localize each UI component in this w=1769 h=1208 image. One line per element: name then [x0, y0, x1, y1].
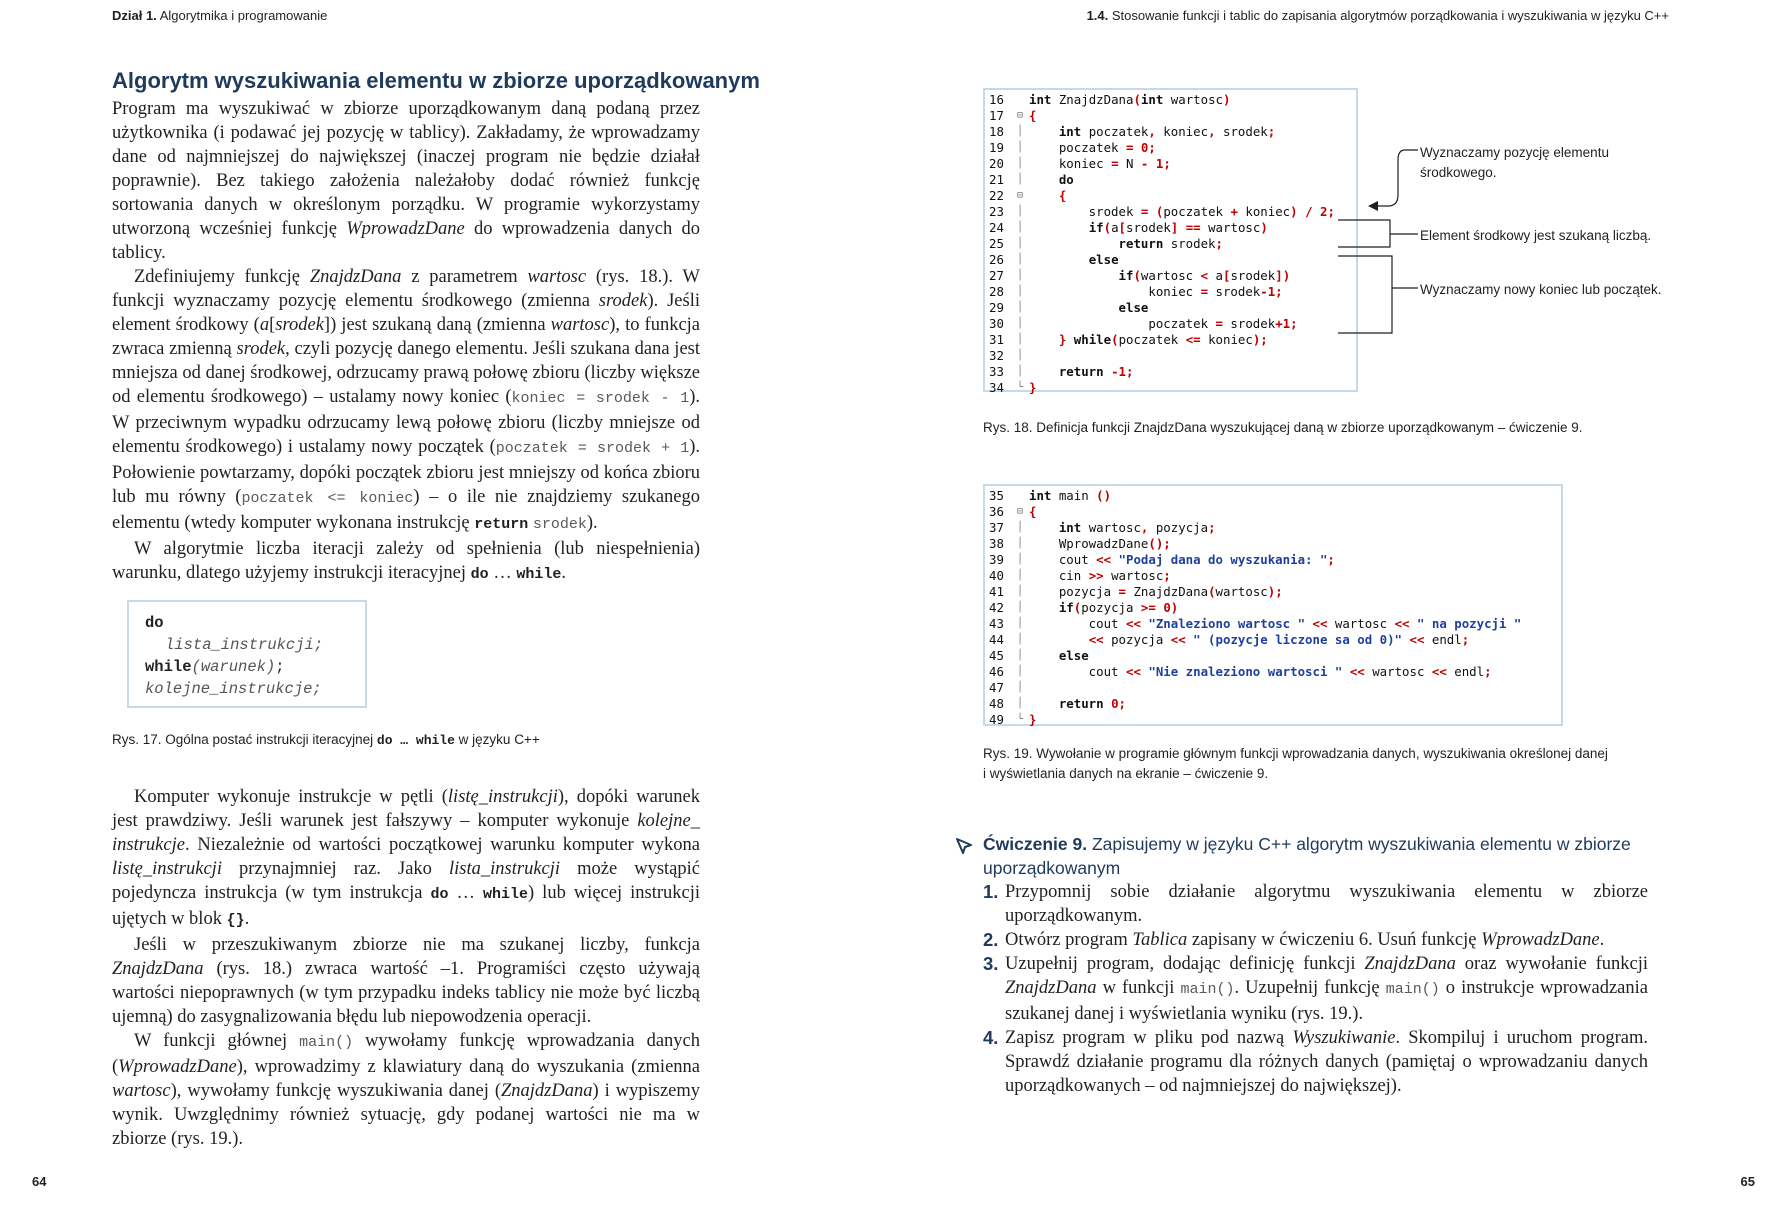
annotation-found: Element środkowy jest szukaną liczbą. [1420, 228, 1652, 243]
while-line: while(warunek); [145, 658, 285, 676]
cursor-arrow-icon [954, 836, 974, 856]
exercise-step: 3. Uzupełnij program, dodając definicję funkcji ZnajdzDana oraz wywołanie funkcji ZnajdzDana w funkcji main(). Uzupełnij funkcję main() o instrukcje wprowadzania szukanej danej i wyświetlania wyniku (rys. 19.). [983, 953, 1648, 1024]
left-page [0, 0, 884, 1208]
exercise-step: 1. Przypomnij sobie działanie algorytmu wyszukiwania elementu w zbiorze uporządkowanym. [983, 881, 1648, 926]
annotation-middle-element: Wyznaczamy pozycję elementu środkowego. [1420, 145, 1609, 180]
annotation-new-bounds: Wyznaczamy nowy koniec lub początek. [1420, 282, 1662, 297]
do-while-syntax-box [127, 600, 367, 708]
exercise-heading: Ćwiczenie 9. Zapisujemy w języku C++ algorytm wyszukiwania elementu w zbiorze uporządkowanym [983, 834, 1631, 878]
annotation-connectors [1300, 140, 1430, 340]
section-heading: Algorytm wyszukiwania elementu w zbiorze uporządkowanym [112, 68, 760, 93]
page-number-right: 65 [1740, 1174, 1755, 1189]
next-statements: kolejne_instrukcje; [145, 680, 322, 698]
running-head-left: Dział 1. Algorytmika i programowanie [112, 8, 328, 23]
figure-18-caption: Rys. 18. Definicja funkcji ZnajdzDana wyszukującej daną w zbiorze uporządkowanym – ćwiczenie 9. [983, 420, 1583, 435]
body-text-top: Program ma wyszukiwać w zbiorze uporządkowanym daną podaną przez użytkownika (i podawać jej pozycję w tablicy). Zakładamy, że wprowadzamy dane od najmniejszej do największej (inaczej program nie będzie działał poprawnie). Bez takiego założenia należałoby dodać również funkcję sortowania danych w określonym porządku. W programie wykorzystamy utworzoną wcześniej funkcję WprowadzDane do wprowadzenia danych do tablicy. Zdefiniujemy funkcję ZnajdzDana z parametrem wartosc (rys. 18.). W funkcji wyznaczamy pozycję elementu środkowego (zmienna srodek). Jeśli element środkowy (a[srodek]) jest szukaną daną (zmienna wartosc), to funkcja zwraca zmienną srodek, czyli pozycję danego elementu. Jeśli szukana dana jest mniejsza od danej środkowej, odrzucamy prawą połowę zbioru (liczby większe od elementu środkowego) – ustalamy nowy koniec (koniec = srodek - 1). W przeciwnym wypadku odrzucamy lewą połowę zbioru (liczby mniejsze od elementu środkowego) i ustalamy nowy początek (poczatek = srodek + 1). Połowienie powtarzamy, dopóki początek zbioru jest mniejszy od końca zbioru lub mu równy (poczatek <= koniec) – o ile nie znajdziemy szukanego elementu (wtedy komputer wykonana instrukcję return srodek). W algorytmie liczba iteracji zależy od spełnienia (lub niespełnienia) warunku, dlatego użyjemy instrukcji iteracyjnej do … while. [112, 99, 701, 583]
do-keyword: do [145, 614, 164, 632]
code-listing-fig18: 16 int ZnajdzDana(int wartosc) 17 ⊟ { 18 │ int poczatek, koniec, srodek; 19 │ poczatek = 0; 20 │ koniec = N - 1; 21 │ do 22 ⊟ { 23 │ srodek = (poczatek + koniec) / 2; 24 │ if(a[srodek] == wartosc) 25 │ return srodek; 26 │ else 27 │ if(wartosc < a[srodek]) 28 │ koniec = srodek-1; 29 │ else 30 │ poczatek = srodek+1; 31 │ } while(poczatek <= koniec); 32 │ 33 │ return -1; 34 └ } [983, 88, 1358, 392]
running-head-right: 1.4. Stosowanie funkcji i tablic do zapisania algorytmów porządkowania i wyszukiwania w języku C++ [1086, 8, 1669, 23]
figure-17-caption: Rys. 17. Ogólna postać instrukcji iteracyjnej do … while w języku C++ [112, 732, 540, 748]
exercise-step: 4. Zapisz program w pliku pod nazwą Wyszukiwanie. Skompiluj i uruchom program. Sprawdź działanie programu dla różnych danych (pamiętaj o wprowadzaniu danych uporządkowanych – od najmniejszej do największej). [983, 1027, 1648, 1096]
exercise-steps [983, 880, 1648, 1098]
page-number-left: 64 [32, 1174, 47, 1189]
statement-list: lista_instrukcji; [165, 636, 324, 654]
exercise-step: 2. Otwórz program Tablica zapisany w ćwiczeniu 6. Usuń funkcję WprowadzDane. [983, 929, 1605, 950]
body-text-bottom: Komputer wykonuje instrukcje w pętli (listę_instrukcji), dopóki warunek jest prawdziwy. Jeśli warunek jest fałszywy – komputer wykonuje kolejne_ instrukcje. Niezależnie od wartości początkowej warunku komputer wykona listę_instrukcji przynajmniej raz. Jako lista_instrukcji może wystąpić pojedyncza instrukcja (w tym instrukcja do … while) lub więcej instrukcji ujętych w blok {}. Jeśli w przeszukiwanym zbiorze nie ma szukanej liczby, funkcja ZnajdzDana (rys. 18.) zwraca wartość –1. Programiści często używają wartości niepoprawnych (w tym przypadku indeks tablicy nie może być liczbą ujemną) do zasygnalizowania błędu lub niepowodzenia operacji. W funkcji głównej main() wywołamy funkcję wprowadzania danych (WprowadzDane), wprowadzimy z klawiatury daną do wyszukania (zmienna wartosc), wywołamy funkcję wyszukiwania danej (ZnajdzDana) i wypiszemy wynik. Uwzględnimy również sytuację, gdy podanej wartości nie ma w zbiorze (rys. 19.). [112, 787, 701, 1149]
code-listing-fig19: 35 int main () 36 ⊟ { 37 │ int wartosc, pozycja; 38 │ WprowadzDane(); 39 │ cout << "Podaj dana do wyszukania: "; 40 │ cin >> wartosc; 41 │ pozycja = ZnajdzDana(wartosc); 42 │ if(pozycja >= 0) 43 │ cout << "Znaleziono wartosc " << wartosc << " na pozycji " 44 │ << pozycja << " (pozycje liczone sa od 0)" << endl; 45 │ else 46 │ cout << "Nie znaleziono wartosci " << wartosc << endl; 47 │ 48 │ return 0; 49 └ } [983, 484, 1563, 726]
figure-19-caption: Rys. 19. Wywołanie w programie głównym funkcji wprowadzania danych, wyszukiwania określonej danej i wyświetlania danych na ekranie – ćwiczenie 9. [983, 746, 1608, 781]
